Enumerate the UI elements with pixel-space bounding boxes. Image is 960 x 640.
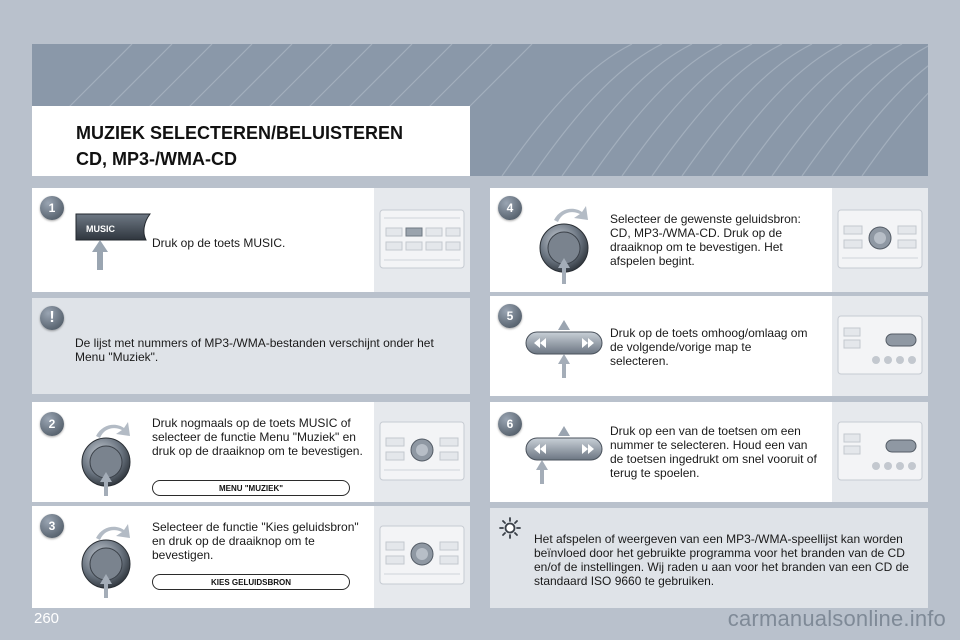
rotary-knob-icon bbox=[76, 418, 136, 498]
step-2-badge: 2 bbox=[40, 412, 64, 436]
arrow-keys-icon bbox=[522, 318, 606, 380]
step-1-panel bbox=[32, 188, 470, 292]
title-box bbox=[32, 106, 470, 176]
watermark: carmanualsonline.info bbox=[727, 606, 946, 631]
page-title: MUZIEK SELECTEREN/BELUISTEREN bbox=[76, 123, 404, 143]
step-6-image bbox=[832, 402, 928, 502]
warning-text: De lijst met nummers of MP3-/WMA-bestanden verschijnt onder het Menu "Muziek". bbox=[75, 336, 434, 364]
step-1-image bbox=[374, 188, 470, 292]
warning-icon: ! bbox=[40, 306, 64, 330]
radio-panel-icon bbox=[836, 208, 924, 270]
radio-panel-icon bbox=[378, 420, 466, 482]
step-2-text: Druk nogmaals op de toets MUSIC of selecteer de functie Menu "Muziek" en druk op de draaiknop om te bevestigen. bbox=[152, 416, 363, 458]
rotary-knob-icon bbox=[76, 520, 136, 600]
step-6-panel bbox=[490, 402, 928, 502]
page-number: 260 bbox=[34, 610, 60, 627]
tip-text: Het afspelen of weergeven van een MP3-/WMA-speellijst kan worden beïnvloed door het gebruikte programma voor het branden van de CD en/of de instellingen. Wij raden u aan voor het branden van een CD de standaard ISO 9660 te gebruiken. bbox=[534, 532, 909, 588]
step-4-panel bbox=[490, 188, 928, 292]
step-3-badge: 3 bbox=[40, 514, 64, 538]
radio-panel-icon bbox=[378, 524, 466, 586]
rotary-knob-icon bbox=[534, 202, 594, 286]
step-4-image bbox=[832, 188, 928, 292]
step-3-text: Selecteer de functie "Kies geluidsbron" en druk op de draaiknop om te bevestigen. bbox=[152, 520, 359, 562]
step-2-image bbox=[374, 402, 470, 502]
step-4-badge: 4 bbox=[498, 196, 522, 220]
tip-sun-icon bbox=[498, 516, 522, 540]
step-5-text: Druk op de toets omhoog/omlaag om de volgende/vorige map te selecteren. bbox=[610, 326, 808, 368]
tip-panel bbox=[490, 508, 928, 608]
step-6-badge: 6 bbox=[498, 412, 522, 436]
step-5-panel bbox=[490, 296, 928, 396]
step-2-panel bbox=[32, 402, 470, 502]
step-5-badge: 5 bbox=[498, 304, 522, 328]
step-6-text: Druk op een van de toetsen om een nummer te selecteren. Houd een van de toetsen ingedrukt om snel vooruit of terug te spoelen. bbox=[610, 424, 817, 480]
step-3-image bbox=[374, 506, 470, 608]
page-subtitle: CD, MP3-/WMA-CD bbox=[76, 149, 237, 169]
arrow-keys-icon bbox=[522, 424, 606, 486]
kies-geluidsbron-pill: KIES GELUIDSBRON bbox=[152, 574, 350, 590]
music-key-icon bbox=[72, 210, 156, 272]
warning-panel bbox=[32, 298, 470, 394]
radio-panel-icon bbox=[836, 314, 924, 376]
step-1-text: Druk op de toets MUSIC. bbox=[152, 236, 286, 250]
step-3-panel bbox=[32, 506, 470, 608]
step-4-text: Selecteer de gewenste geluidsbron: CD, MP3-/WMA-CD. Druk op de draaiknop om te bevestigen. Het afspelen begint. bbox=[610, 212, 801, 268]
menu-muziek-pill: MENU "MUZIEK" bbox=[152, 480, 350, 496]
radio-panel-icon bbox=[378, 208, 466, 270]
step-1-badge: 1 bbox=[40, 196, 64, 220]
step-5-image bbox=[832, 296, 928, 396]
music-key-label: MUSIC bbox=[86, 224, 115, 234]
radio-panel-icon bbox=[836, 420, 924, 482]
